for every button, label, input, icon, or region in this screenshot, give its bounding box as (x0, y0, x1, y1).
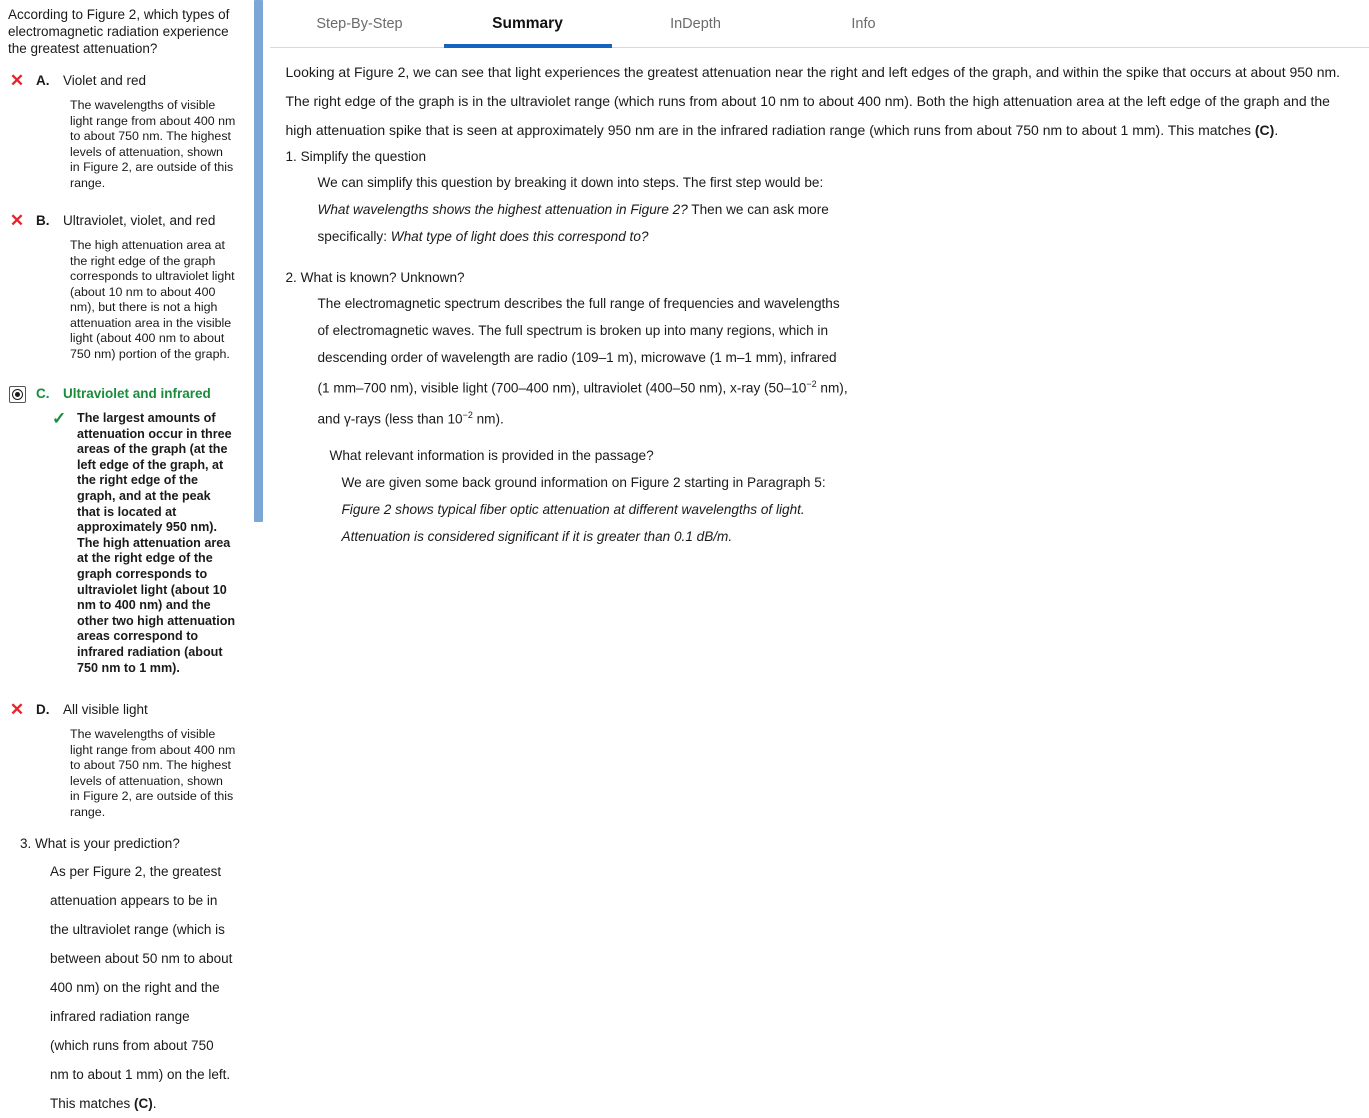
summary-step1-line2-post: Then we can ask more (688, 202, 829, 217)
tab-bar (270, 0, 1369, 48)
summary-step2-heading: 2. What is known? Unknown? (286, 266, 1352, 290)
left-step3-line3-post: . (153, 1096, 157, 1111)
left-step3-line3 (50, 1031, 236, 1118)
summary-relevant-heading: What relevant information is provided in the passage? (330, 442, 1352, 469)
summary-step1-line1: We can simplify this question by breaking it down into steps. The first step would be: (318, 169, 1352, 196)
summary-relevant-line2 (342, 496, 1352, 523)
left-step3-answer-bold: (C) (134, 1096, 153, 1111)
choice-letter-c: C. (36, 384, 55, 403)
tab-info[interactable]: Info (780, 0, 948, 47)
answer-choice-a-head[interactable] (6, 71, 236, 93)
summary-step2-line4-exponent: −2 (806, 379, 816, 389)
summary-step2-line5-post: nm). (473, 411, 504, 426)
explanation-panel (270, 0, 1369, 710)
summary-relevant-line1: We are given some back ground information on Figure 2 starting in Paragraph 5: (342, 469, 1352, 496)
summary-step2-line1: The electromagnetic spectrum describes the full range of frequencies and wavelengths (318, 290, 1352, 317)
tab-step-by-step[interactable]: Step-By-Step (276, 0, 444, 47)
summary-step1-line3-pre: specifically: (318, 229, 391, 244)
radio-outer-ring (12, 389, 23, 400)
summary-step2-line5-exponent: −2 (463, 410, 473, 420)
choice-c-explanation (52, 411, 236, 676)
panel-divider (248, 0, 270, 710)
tab-indepth[interactable]: InDepth (612, 0, 780, 47)
question-panel (0, 0, 248, 710)
summary-step1-line2 (318, 196, 1352, 223)
summary-step1-line3 (318, 223, 1352, 250)
incorrect-x-icon: ✕ (6, 700, 28, 719)
incorrect-x-icon: ✕ (6, 211, 28, 230)
answer-choice-d-head[interactable] (6, 700, 236, 722)
summary-intro-answer-bold: (C) (1255, 122, 1274, 138)
choice-letter-b: B. (36, 211, 55, 230)
choice-d-explanation: The wavelengths of visible light range from about 400 nm to about 750 nm. The highest levels of attenuation, shown in Figure 2, are outside of this range. (70, 727, 236, 820)
choice-text-c: Ultraviolet and infrared (63, 384, 211, 403)
summary-step2-line2: of electromagnetic waves. The full spectrum is broken up into many regions, which in (318, 317, 1352, 344)
summary-step1-question-italic: What wavelengths shows the highest attenuation in Figure 2? (318, 202, 688, 217)
summary-step2-line4-post: nm), (817, 381, 848, 396)
answer-choice-c-head[interactable] (6, 384, 236, 406)
choice-a-explanation: The wavelengths of visible light range from about 400 nm to about 750 nm. The highest levels of attenuation, shown in Figure 2, are outside of this range. (70, 98, 236, 191)
summary-intro-post: . (1274, 122, 1278, 138)
summary-step2-line5 (318, 402, 1352, 433)
summary-step1-heading: 1. Simplify the question (286, 145, 1352, 169)
choice-text-d: All visible light (63, 700, 148, 719)
summary-step2-line4-pre: (1 mm–700 nm), visible light (700–400 nm), ultraviolet (400–50 nm), x-ray (50–10 (318, 381, 807, 396)
summary-step2-line4 (318, 371, 1352, 402)
summary-relevant-line3-italic: Attenuation is considered significant if it is greater than 0.1 dB/m. (342, 529, 733, 544)
choice-letter-a: A. (36, 71, 55, 90)
tab-summary[interactable]: Summary (444, 0, 612, 47)
left-step3-line3-pre: (which runs from about 750 nm to about 1 mm) on the left. This matches (50, 1038, 230, 1111)
choice-text-b: Ultraviolet, violet, and red (63, 211, 215, 230)
answer-choice-d[interactable] (6, 700, 236, 820)
radio-box (9, 386, 26, 403)
choice-letter-d: D. (36, 700, 55, 719)
summary-relevant-line3 (342, 523, 1352, 550)
answer-choice-a[interactable] (6, 71, 236, 191)
choice-b-explanation: The high attenuation area at the right edge of the graph corresponds to ultraviolet light (about 10 nm to about 400 nm), but there is not a high attenuation area in the visible light (about 400 nm to about 750 nm) portion of the graph. (70, 238, 236, 362)
left-step3-line1: As per Figure 2, the greatest attenuation appears to be in the ultraviolet range (which is (50, 857, 236, 944)
summary-relevant-line2-italic: Figure 2 shows typical fiber optic attenuation at different wavelengths of light. (342, 502, 805, 517)
summary-step1-followup-italic: What type of light does this correspond to? (391, 229, 649, 244)
question-stem: According to Figure 2, which types of electromagnetic radiation experience the greatest attenuation? (8, 6, 236, 57)
summary-content (270, 48, 1369, 550)
left-step3-line2: between about 50 nm to about 400 nm) on the right and the infrared radiation range (50, 944, 236, 1031)
incorrect-x-icon: ✕ (6, 71, 28, 90)
summary-step2-line5-pre: and γ-rays (less than 10 (318, 411, 463, 426)
summary-step2-line3: descending order of wavelength are radio (109–1 m), microwave (1 m–1 mm), infrared (318, 344, 1352, 371)
summary-intro-text: Looking at Figure 2, we can see that light experiences the greatest attenuation near the right and left edges of the graph, and within the spike that occurs at about 950 nm. The right edge of the graph is in the ultraviolet range (which runs from about 10 nm to about 400 nm). Both the high attenuation area at the left edge of the graph and the high attenuation spike that is seen at approximately 950 nm are in the infrared radiation range (which runs from about 750 nm to about 1 mm). This matches (286, 64, 1341, 138)
left-step3-heading: 3. What is your prediction? (20, 834, 236, 853)
answer-choice-c[interactable] (6, 384, 236, 676)
choice-text-a: Violet and red (63, 71, 146, 90)
radio-inner-dot (15, 392, 20, 397)
choice-c-explanation-text: The largest amounts of attenuation occur in three areas of the graph (at the left edge of the graph, at the right edge of the graph, and at the peak that is located at approximately 950 nm). The high attenuation area at the right edge of the graph corresponds to ultraviolet light (about 10 nm to 400 nm) and the other two high attenuation areas correspond to infrared radiation (about 750 nm to 1 mm). (77, 411, 236, 676)
correct-check-icon: ✓ (52, 411, 68, 676)
answer-choice-b[interactable] (6, 211, 236, 362)
summary-intro (286, 58, 1352, 145)
selected-radio-icon[interactable] (6, 384, 28, 403)
scrollbar-thumb[interactable] (254, 0, 263, 522)
answer-choice-b-head[interactable] (6, 211, 236, 233)
